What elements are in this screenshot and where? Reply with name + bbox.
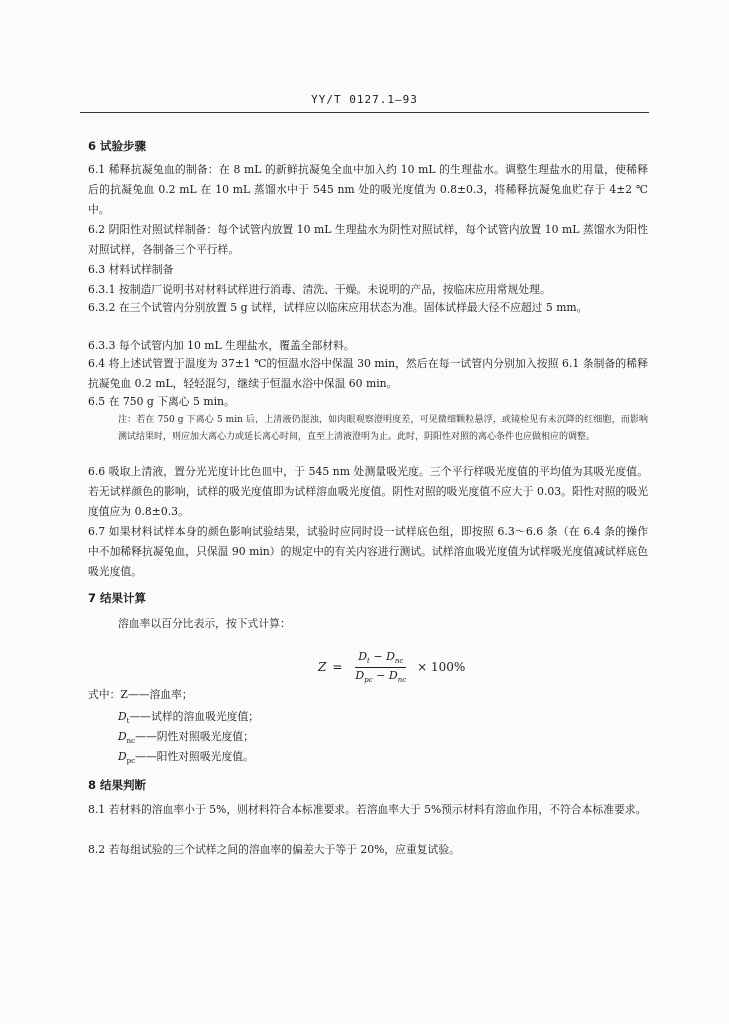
- formula-denominator: [352, 668, 409, 684]
- denominator-d-pc: D: [355, 668, 365, 682]
- denominator-d-nc-sub: nc: [397, 675, 407, 684]
- numerator-d-nc: D: [386, 650, 395, 664]
- numerator-d-t-sub: t: [367, 657, 370, 666]
- paragraph-7-intro: 溶血率以百分比表示，按下式计算：: [118, 617, 291, 630]
- denominator-d-nc: D: [388, 668, 398, 682]
- paragraph-6-3-1: 6.3.1 按制造厂说明书对材料试样进行消毒、清洗、干燥。未说明的产品，按临床应用常规处理。: [88, 283, 551, 296]
- variable-d-nc-desc: ——阴性对照吸光度值；: [135, 730, 254, 743]
- paragraph-8-2: 8.2 若每组试验的三个试样之间的溶血率的偏差大于等于 20%，应重复试验。: [88, 843, 460, 856]
- header-rule: [80, 112, 649, 113]
- denominator-minus: −: [376, 668, 386, 682]
- variable-d-t-symbol: D: [118, 710, 127, 723]
- variables-intro: 式中：Z——溶血率；: [88, 688, 193, 701]
- variable-d-nc-symbol: D: [118, 730, 127, 743]
- formula-lhs: Z: [318, 660, 327, 674]
- paragraph-8-1: 8.1 若材料的溶血率小于 5%，则材料符合本标准要求。若溶血率大于 5%预示材料有溶血作用，不符合本标准要求。: [88, 803, 647, 816]
- paragraph-6-3: 6.3 材料试样制备: [88, 263, 174, 276]
- variable-d-pc-desc: ——阳性对照吸光度值。: [135, 750, 254, 763]
- paragraph-6-4: 6.4 将上述试管置于温度为 37±1 ℃的恒温水浴中保温 30 min，然后在每一试管内分别加入按照 6.1 条制备的稀释抗凝兔血 0.2 mL，轻轻混匀，继续于恒温水浴中保温 60 min。: [88, 357, 648, 390]
- paragraph-6-6: 6.6 吸取上清液，置分光光度计比色皿中，于 545 nm 处测量吸光度。三个平行样吸光度值的平均值为其吸光度值。若无试样颜色的影响，试样的吸光度值即为试样溶血吸光度值。阴性对照的吸光度值不应大于 0.03。阳性对照的吸光度值应为 0.8±0.3。: [88, 465, 648, 518]
- paragraph-6-3-2: 6.3.2 在三个试管内分别放置 5 g 试样，试样应以临床应用状态为准。固体试样最大径不应超过 5 mm。: [88, 301, 588, 314]
- standard-header: YY/T 0127.1—93: [311, 93, 418, 106]
- numerator-d-nc-sub: nc: [394, 657, 404, 666]
- variable-d-pc-symbol: D: [118, 750, 127, 763]
- formula-multiplier: × 100%: [417, 660, 466, 674]
- section-6-title: 6 试验步骤: [88, 139, 147, 153]
- formula-fraction: [352, 650, 409, 683]
- section-8-title: 8 结果判断: [88, 778, 147, 792]
- paragraph-6-1: 6.1 稀释抗凝兔血的制备：在 8 mL 的新鲜抗凝兔全血中加入约 10 mL 的生理盐水。调整生理盐水的用量，使稀释后的抗凝兔血 0.2 mL 在 10 mL 蒸馏水中于 545 nm 处的吸光度值为 0.8±0.3，将稀释抗凝兔血贮存于 4±2 ℃中。: [88, 163, 648, 216]
- section-7-title: 7 结果计算: [88, 591, 147, 605]
- variable-d-nc-sub: nc: [126, 737, 136, 746]
- denominator-d-pc-sub: pc: [364, 675, 373, 684]
- paragraph-6-7: 6.7 如果材料试样本身的颜色影响试验结果，试验时应同时设一试样底色组，即按照 6.3～6.6 条（在 6.4 条的操作中不加稀释抗凝兔血，只保温 90 min）的规定中的有关内容进行测试。试样溶血吸光度值为试样吸光度值减试样底色吸光度值。: [88, 525, 648, 578]
- variable-d-pc: [118, 747, 254, 771]
- variable-d-t-sub: t: [126, 717, 130, 726]
- formula-numerator: [355, 650, 406, 667]
- numerator-minus: −: [373, 650, 383, 664]
- paragraph-6-5: 6.5 在 750 g 下离心 5 min。: [88, 395, 235, 408]
- formula-equals: =: [332, 660, 343, 674]
- paragraph-6-2: 6.2 阴阳性对照试样制备：每个试管内放置 10 mL 生理盐水为阴性对照试样，每个试管内放置 10 mL 蒸馏水为阳性对照试样，各制备三个平行样。: [88, 223, 648, 256]
- paragraph-6-3-3: 6.3.3 每个试管内加 10 mL 生理盐水，覆盖全部材料。: [88, 339, 355, 352]
- numerator-d-t: D: [358, 650, 368, 664]
- note-centrifuge: 注：若在 750 g 下离心 5 min 后，上清液仍混浊，如肉眼观察澄明度差，可见微细颗粒悬浮，或镜检见有未沉降的红细胞，而影响测试结果时，则应加大离心力或延长离心时间，直至上清液澄明为止。此时，阴阳性对照的离心条件也应做相应的调整。: [118, 415, 648, 442]
- variable-d-t-desc: ——试样的溶血吸光度值；: [129, 710, 260, 723]
- hemolysis-formula: [318, 650, 465, 684]
- variable-d-pc-sub: pc: [126, 757, 136, 766]
